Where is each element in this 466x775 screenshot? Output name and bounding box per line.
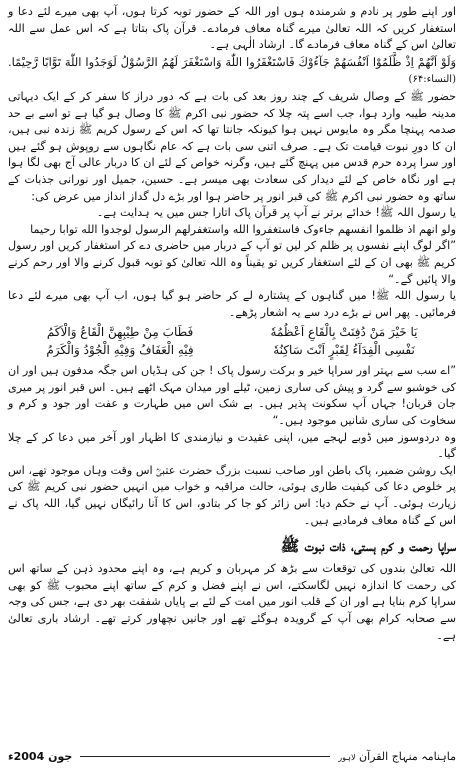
- paragraph: یا رسول اللہ ﷺ! میں گناہوں کے پشتارہ لے کر حاضر ہو گیا ہوں، اب آپ بھی میرے لئے دعا فرمائیں۔ پھر اس نے بڑے درد سے یہ اشعار پڑھے۔: [8, 289, 456, 319]
- page-footer: [8, 747, 456, 765]
- verse-quote: ولو انهم اذ ظلموا انفسهم جاءوک فاستغفروا الله واستغفرلهم الرسول لوجدوا الله توابا رحيما: [30, 222, 456, 236]
- poem-line: يَا خَيْرَ مَنْ دُفِنَتْ بِالْقَاعِ اَعْظُمُهٗ: [270, 325, 418, 340]
- paragraph: حضور ﷺ کے وصال شریف کے چند روز بعد کی بات ہے کہ دور دراز کا سفر کر کے ایک دیہاتی مدینہ طیبہ وارد ہوا، جب اسے پتہ چلا کہ حضور نبی اکرم ﷺ کا وصال ہو گیا ہے تو اسے بے حد صدمہ پہنچا مگر وہ مایوس نہیں ہوا کیونکہ جانتا تھا کہ اس کے رسول کریم ﷺ زندہ نبی ہیں، ان کا دورِ نبوت قیامت تک ہے۔ صرف اتنی سی بات ہے کہ عام نگاہوں سے روپوش ہو گئے ہیں اور سرا پردہ حرم قدس میں پہنچ گئے ہیں، وگرنہ خواص کے لئے ان کا دربار عالی آج بھی لگا ہوا ہے اور نگاہ خاص کے لئے دیدار کی سعادت بھی میسر ہے۔ حسین، جمیل اور نورانی جذبات کے ساتھ وہ حضور نبی اکرم ﷺ کی قبر انور پر حاضر ہوا اور بڑے دل گداز انداز میں عرض کی:: [8, 89, 456, 203]
- section-heading: سراپا رحمت و کرم ہستی، ذات نبوت ﷺ: [280, 536, 456, 556]
- paragraph: ایک روشن ضمیر، پاک باطن اور صاحب نسبت بزرگ حضرت عتبیؒ اس وقت وہاں موجود تھے، اس پر خلوص دعا کی کیفیت طاری ہوئی، حالت مراقبہ و خواب میں انہیں حضور نبی کریم ﷺ کی زیارت ہوئی۔ آپ نے حکم دیا: اس زائر کو جا کر بتادو، اس کا آنا رائیگاں نہیں گیا، اللہ پاک نے اس کے گناہ معاف فرمادیے ہیں۔: [8, 463, 456, 527]
- paragraph: اور اپنے طور پر نادم و شرمندہ ہوں اور اللہ کے حضور توبہ کرتا ہوں، آپ بھی میرے لئے دعا و استغفار کریں کہ اللہ تعالیٰ میرے گناہ معاف فرمادے۔ قرآن پاک بتاتا ہے کہ اس عمل سے اللہ تعالیٰ اس کے گناہ معاف فرمادے گا۔ ارشاد الٰہی ہے۔: [8, 5, 456, 52]
- issue-date: جون 2004ء: [8, 749, 73, 763]
- verse-text: وَلَوْ اَنَّهُمْ اِذْ ظَّلَمُوْا اَنْفُسَهُمْ جَآءُوْكَ فَاسْتَغْفَرُوا اللّٰهَ وَاسْتَغْفَرَ لَهُمُ الرَّسُوْلُ لَوَجَدُوا اللّٰهَ تَوَّابًا رَّحِيْمًا.: [8, 54, 456, 69]
- paragraph: اللہ تعالیٰ بندوں کی توقعات سے بڑھ کر مہربان و کریم ہے، وہ اپنے محدود ذہن کے ساتھ اس کی رحمت کا اندازہ نہیں لگاسکتے، اس نے اپنے فضل و کرم کے ساتھ اپنے محبوب ﷺ کو بھی سراپا کرم بنایا ہے اور ان کے قلب انور میں امت کے لئے بے پایاں شفقت بھر دی ہے، جس کی وجہ سے صحابہ کرام بھی آپ کے گرویدہ ہوگئے تھے اور جانیں نچھاور کرتے تھے۔ ارشاد باری تعالیٰ ہے۔: [8, 562, 456, 642]
- translation: ”اگر لوگ اپنے نفسوں پر ظلم کر لیں تو آپ کے دربار میں حاضری دے کر استغفار کریں اور رسول کریم ﷺ بھی ان کے لئے استغفار کریں تو یقیناً وہ اللہ تعالیٰ کو توبہ قبول کرنے والا اور رحم کرنے والا پائیں گے۔“: [8, 239, 456, 286]
- quran-verse: [8, 54, 456, 89]
- poem-line: نَفْسِى الْفِدَآءُ لِقَبْرٍ اَنْتَ سَاكِنُهٗ: [273, 343, 415, 358]
- magazine-title: ماہنامہ منہاج القرآن: [359, 749, 456, 763]
- poem-translation: ”اے سب سے بہتر اور سراپا خیر و برکت رسول پاک ! جن کی ہڈیاں اس جگہ مدفون ہیں اور ان کی خوشبو سے گرد و پیش کی ساری زمین، ٹیلے اور میدان مہک اٹھے ہیں۔ اس قبر انور پر میری جان قربان! جہاں آپ سکونت پذیر ہیں۔ بے شک اس میں طہارت و عفت اور جود و کرم و سخاوت کی ساری شانیں موجود ہیں۔“: [8, 364, 456, 428]
- magazine-city: لاہور: [338, 752, 356, 762]
- paragraph: یا رسول اللہ ﷺ! خدائے برتر نے آپ پر قرآن پاک اتارا جس میں یہ ہدایت ہے۔: [96, 206, 456, 220]
- arabic-poem: [8, 321, 456, 363]
- verse-reference: (النساء:۶۴): [408, 74, 456, 86]
- poem-line: فِيْهِ الْعَفَافُ وَفِيْهِ الْجُوْدُ وَالْكَرَمُ: [46, 343, 194, 358]
- footer-rule: [80, 756, 330, 757]
- paragraph: وہ دردوسوز میں ڈوبے لہجے میں، اپنی عقیدت و نیازمندی کا اظہار اور آخر میں دعا کر کے چلا گیا۔: [8, 430, 456, 461]
- poem-line: فَطَابَ مِنْ طِيْبِهِنَّ الْقَاعُ وَالْاَكَمُ: [46, 325, 194, 340]
- magazine-name: [338, 750, 456, 763]
